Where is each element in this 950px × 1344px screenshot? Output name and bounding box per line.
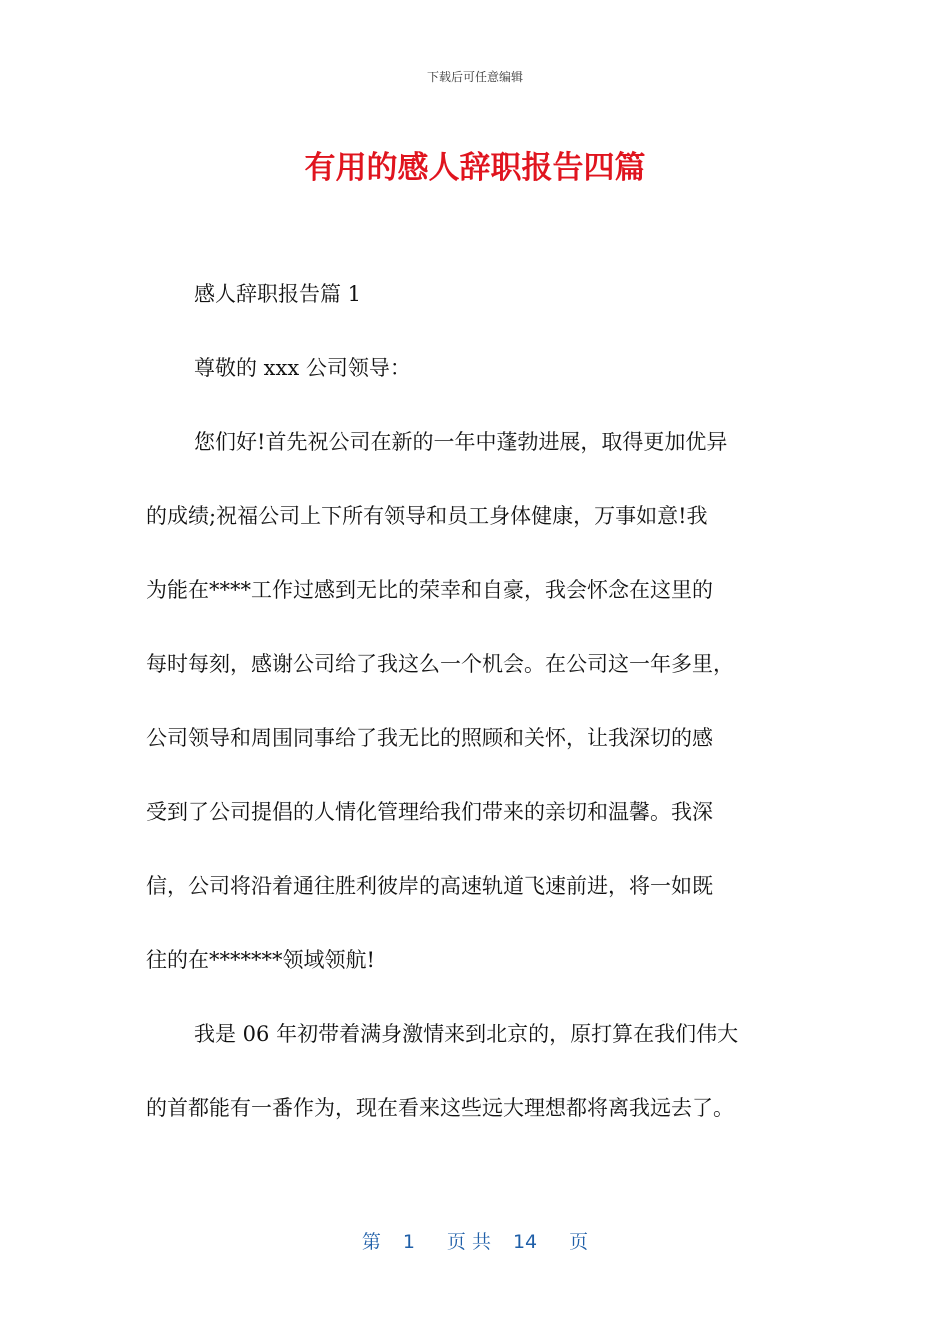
text-line: 的成绩;祝福公司上下所有领导和员工身体健康，万事如意!我 — [146, 504, 708, 528]
text-line: 信，公司将沿着通往胜利彼岸的高速轨道飞速前进，将一如既 — [146, 874, 713, 898]
page-footer — [0, 1227, 950, 1254]
header-note: 下载后可任意编辑 — [426, 70, 523, 84]
page-suffix: 页 — [569, 1231, 589, 1253]
document-title: 有用的感人辞职报告四篇 — [304, 150, 646, 186]
text-line: 为能在****工作过感到无比的荣幸和自豪，我会怀念在这里的 — [146, 578, 713, 602]
text-line: 您们好!首先祝公司在新的一年中蓬勃进展，取得更加优异 — [194, 430, 728, 454]
paragraph-section-heading — [146, 276, 806, 313]
text-line: 我是 06 年初带着满身激情来到北京的，原打算在我们伟大 — [194, 1022, 739, 1046]
document-body — [146, 276, 806, 1164]
text-line: 往的在*******领域领航! — [146, 948, 375, 972]
paragraph-body-1 — [146, 424, 806, 979]
page-total-number: 14 — [512, 1231, 538, 1253]
text-line: 的首都能有一番作为，现在看来这些远大理想都将离我远去了。 — [146, 1096, 734, 1120]
text-line: 公司领导和周围同事给了我无比的照顾和关怀，让我深切的感 — [146, 726, 713, 750]
text-line: 尊敬的 xxx 公司领导： — [194, 356, 411, 380]
page-current-number: 1 — [402, 1231, 415, 1253]
text-line: 受到了公司提倡的人情化管理给我们带来的亲切和温馨。我深 — [146, 800, 713, 824]
text-line: 感人辞职报告篇 1 — [194, 282, 362, 306]
page-prefix: 第 — [361, 1231, 381, 1253]
page-middle-text: 页 共 — [446, 1231, 491, 1253]
text-line: 每时每刻，感谢公司给了我这么一个机会。在公司这一年多里， — [146, 652, 734, 676]
paragraph-body-2 — [146, 1016, 806, 1127]
paragraph-salutation — [146, 350, 806, 387]
